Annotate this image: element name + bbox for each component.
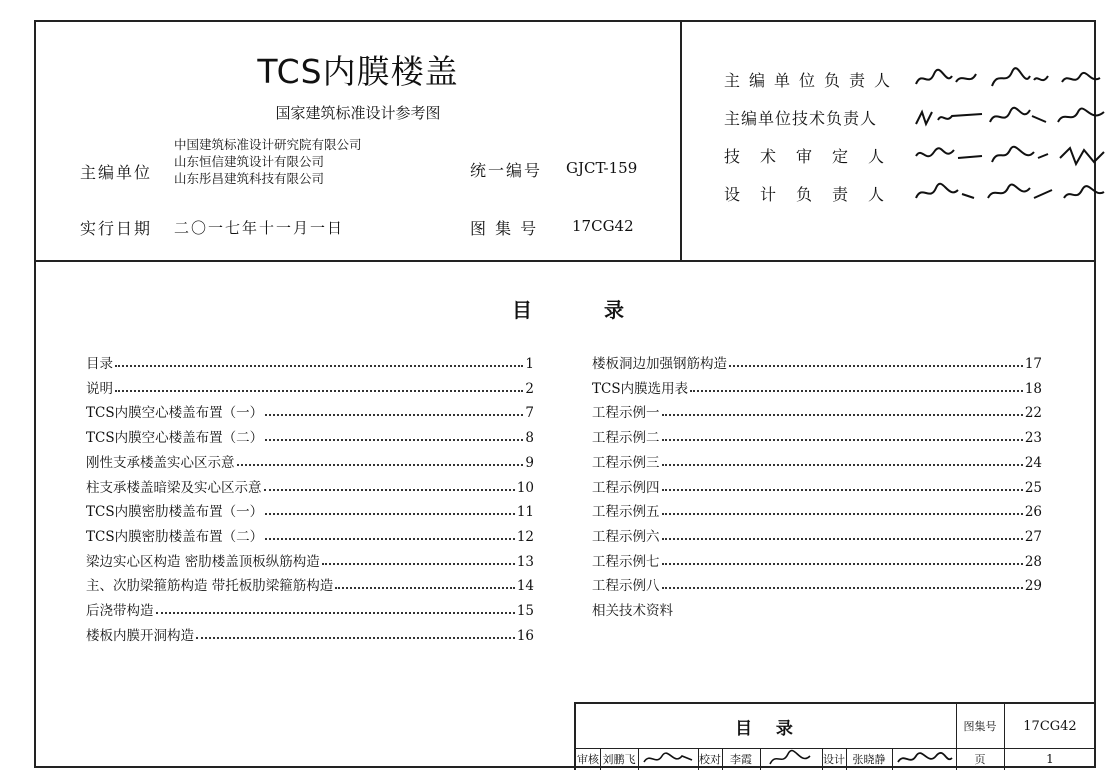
- toc-entry: [592, 350, 1042, 372]
- effective-date: 二〇一七年十一月一日: [174, 219, 345, 237]
- toc-entry-page: 24: [1024, 454, 1042, 471]
- toc-leader-dots: [115, 365, 523, 367]
- toc-entry-page: 2: [525, 380, 534, 397]
- toc-entry-page: 10: [516, 479, 534, 496]
- toc-leader-dots: [265, 513, 515, 515]
- toc-entry-page: 18: [1024, 380, 1042, 397]
- toc-entry: [592, 449, 1042, 471]
- toc-entry-title: 说明: [86, 380, 113, 397]
- toc-entry-page: 22: [1024, 405, 1042, 422]
- atlas-subtitle: 国家建筑标准设计参考图: [275, 104, 441, 122]
- resp-row-chief-unit: [724, 64, 1107, 94]
- atlas-no-label: 图集号: [963, 720, 997, 733]
- toc-entry-page: 7: [525, 405, 534, 422]
- toc-leader-dots: [662, 489, 1023, 491]
- toc-entry-title: TCS内膜空心楼盖布置（二）: [86, 430, 264, 447]
- handwritten-signatures-4: [912, 178, 1107, 208]
- toc-entry-title: 楼板洞边加强钢筋构造: [592, 356, 727, 372]
- toc-entry-title: 工程示例五: [592, 504, 660, 521]
- toc-entry-title: TCS内膜选用表: [592, 380, 689, 397]
- atlas-no: 17CG42: [572, 217, 634, 235]
- toc-entry: [86, 474, 534, 496]
- editor-unit-list: [174, 136, 362, 187]
- toc-entry-title: 工程示例一: [592, 405, 660, 422]
- header-block: [36, 22, 1094, 262]
- toc-entry-page: 15: [516, 603, 534, 619]
- toc-leader-dots: [662, 563, 1023, 565]
- designer-name: 张晓静: [852, 753, 886, 766]
- toc-entry: [86, 498, 534, 520]
- toc-entry-title: 目录: [86, 356, 113, 372]
- toc-entry: [592, 474, 1042, 496]
- editor-unit-3: 山东彤昌建筑科技有限公司: [174, 171, 325, 186]
- handwritten-signatures-2: [912, 102, 1107, 132]
- resp-label: 主编单位技术负责人: [724, 108, 878, 128]
- toc-entry-page: 25: [1024, 479, 1042, 496]
- toc-leader-dots: [662, 587, 1023, 589]
- toc-entry: [86, 548, 534, 570]
- toc-leader-dots: [237, 464, 524, 466]
- unified-no: GJCT-159: [566, 159, 638, 177]
- toc-entry: [592, 523, 1042, 545]
- title-block: [574, 702, 1096, 770]
- toc-entry: [86, 399, 534, 421]
- toc-entry-title: 工程示例四: [592, 479, 660, 496]
- toc-leader-dots: [662, 538, 1023, 540]
- toc-entry-title: 主、次肋梁箍筋构造 带托板肋梁箍筋构造: [86, 578, 334, 595]
- resp-label: 设计负责人: [724, 184, 905, 204]
- toc-leader-dots: [662, 513, 1023, 515]
- toc-entry: [86, 597, 534, 619]
- toc-leader-dots: [335, 587, 515, 589]
- toc-entry-page: 27: [1024, 528, 1042, 545]
- toc-entry-title: TCS内膜密肋楼盖布置（一）: [86, 504, 264, 521]
- header-left: [36, 22, 682, 260]
- review-label: 审核: [577, 753, 599, 766]
- toc-entry: [86, 424, 534, 446]
- toc-entry: [86, 622, 534, 644]
- resp-row-design-lead: [724, 178, 1107, 208]
- toc-entry: [592, 572, 1042, 594]
- reviewer-name: 刘鹏飞: [602, 753, 636, 766]
- toc-title-char-2: 录: [604, 298, 624, 322]
- toc-leader-dots: [265, 439, 523, 441]
- toc-leader-dots: [662, 439, 1023, 441]
- toc-entry-title: 工程示例三: [592, 454, 660, 471]
- sheet-title: 目 录: [735, 718, 797, 739]
- toc-entry-title: 刚性支承楼盖实心区示意: [86, 454, 235, 471]
- toc-entry-page: 14: [516, 578, 534, 595]
- toc-entry: [86, 523, 534, 545]
- toc-entry-title: TCS内膜空心楼盖布置（一）: [86, 405, 264, 422]
- toc-entry: [592, 424, 1042, 446]
- toc-title-char-1: 目: [512, 298, 532, 322]
- toc-leader-dots: [265, 414, 523, 416]
- handwritten-signatures-1: [912, 64, 1107, 94]
- resp-row-tech-lead: [724, 102, 1107, 132]
- toc-entry-title: 工程示例七: [592, 553, 660, 570]
- toc-entry: [592, 375, 1042, 397]
- toc-entry: [86, 375, 534, 397]
- toc-entry-page: 13: [516, 553, 534, 570]
- checker-signature: [760, 748, 822, 770]
- toc-entry-page: 23: [1024, 430, 1042, 447]
- toc-entry-page: 9: [525, 454, 534, 471]
- toc-entry-page: 11: [516, 504, 534, 521]
- toc-entry-page: 17: [1024, 356, 1042, 372]
- reviewer-signature: [638, 748, 698, 770]
- page-label: 页: [974, 753, 986, 766]
- toc-entry: [592, 399, 1042, 421]
- toc-entry-title: 后浇带构造: [86, 603, 154, 619]
- toc-entry-title: 工程示例六: [592, 528, 660, 545]
- resp-label: 技术审定人: [724, 146, 905, 166]
- toc-entry-title: 梁边实心区构造 密肋楼盖顶板纵筋构造: [86, 553, 320, 570]
- toc-entry-title: 楼板内膜开洞构造: [86, 627, 194, 644]
- toc-leader-dots: [156, 612, 515, 614]
- resp-label: 主编单位负责人: [724, 70, 900, 90]
- toc-leader-dots: [662, 414, 1023, 416]
- toc-entry: [86, 350, 534, 372]
- toc-leader-dots: [662, 464, 1023, 466]
- toc-entry: [86, 572, 534, 594]
- toc-entry-title: TCS内膜密肋楼盖布置（二）: [86, 528, 264, 545]
- toc-entry-title: 工程示例八: [592, 578, 660, 595]
- unified-no-label: 统一编号: [470, 161, 543, 180]
- atlas-no: 17CG42: [1023, 718, 1077, 734]
- resp-row-tech-review: [724, 140, 1107, 170]
- toc-entry: [592, 498, 1042, 520]
- toc-entry-page: 12: [516, 528, 534, 545]
- page-number: 1: [1046, 752, 1054, 766]
- toc-entry-page: 1: [525, 356, 534, 372]
- toc-entry: [592, 548, 1042, 570]
- toc-entry-page: 8: [525, 430, 534, 447]
- toc-entry-page: 28: [1024, 553, 1042, 570]
- toc-leader-dots: [115, 390, 523, 392]
- checker-name: 李霞: [730, 753, 752, 766]
- toc-leader-dots: [196, 637, 515, 639]
- toc-entry-title: 相关技术资料: [592, 603, 673, 619]
- toc-leader-dots: [690, 390, 1023, 392]
- toc-entry-title: 工程示例二: [592, 430, 660, 447]
- editor-unit-label: 主编单位: [80, 163, 153, 182]
- atlas-no-label: 图 集 号: [470, 219, 539, 238]
- atlas-title: TCS内膜楼盖: [257, 52, 459, 91]
- editor-unit-1: 中国建筑标准设计研究院有限公司: [174, 137, 362, 152]
- toc-leader-dots: [322, 563, 515, 565]
- designer-signature: [892, 748, 956, 770]
- toc-leader-dots: [729, 365, 1023, 367]
- handwritten-signatures-3: [912, 140, 1107, 170]
- toc-entry-page: 16: [516, 627, 534, 644]
- design-label: 设计: [823, 753, 845, 766]
- toc-entry-title: 柱支承楼盖暗梁及实心区示意: [86, 479, 262, 496]
- toc-leader-dots: [264, 489, 515, 491]
- toc-entry: [592, 597, 1042, 619]
- toc-entry: [86, 449, 534, 471]
- toc-entry-page: 29: [1024, 578, 1042, 595]
- effective-date-label: 实行日期: [80, 219, 153, 238]
- toc-entry-page: 26: [1024, 504, 1042, 521]
- editor-unit-2: 山东恒信建筑设计有限公司: [174, 154, 325, 169]
- check-label: 校对: [699, 753, 721, 766]
- toc-leader-dots: [265, 538, 515, 540]
- drawing-sheet: [34, 20, 1096, 768]
